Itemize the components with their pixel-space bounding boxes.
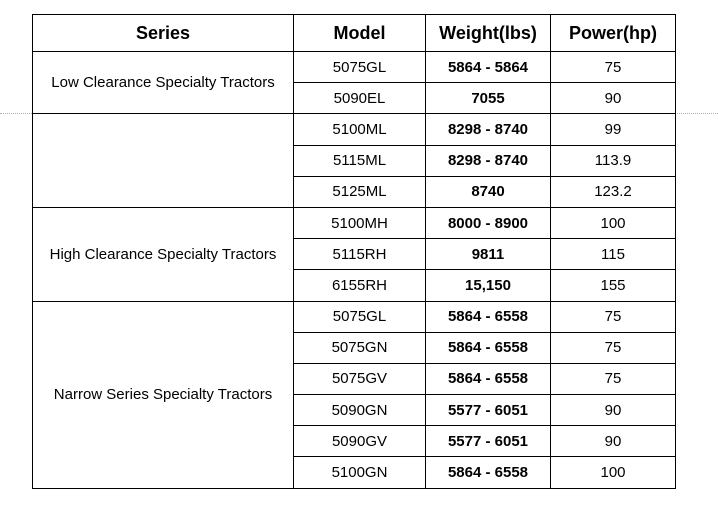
power-cell: 123.2	[551, 176, 676, 207]
model-cell: 5100GN	[294, 457, 426, 488]
header-weight: Weight(lbs)	[426, 15, 551, 52]
series-cell: Narrow Series Specialty Tractors	[33, 301, 294, 488]
power-cell: 75	[551, 363, 676, 394]
weight-cell: 8740	[426, 176, 551, 207]
table-row	[33, 207, 676, 238]
header-power: Power(hp)	[551, 15, 676, 52]
weight-cell: 9811	[426, 239, 551, 270]
model-cell: 5090GN	[294, 395, 426, 426]
power-cell: 90	[551, 395, 676, 426]
power-cell: 99	[551, 114, 676, 145]
weight-cell: 5577 - 6051	[426, 426, 551, 457]
table-body	[33, 52, 676, 489]
weight-cell: 5864 - 6558	[426, 457, 551, 488]
power-cell: 75	[551, 332, 676, 363]
table-row	[33, 301, 676, 332]
header-model: Model	[294, 15, 426, 52]
weight-cell: 5864 - 6558	[426, 363, 551, 394]
weight-cell: 5864 - 5864	[426, 52, 551, 83]
weight-cell: 15,150	[426, 270, 551, 301]
power-cell: 100	[551, 207, 676, 238]
weight-cell: 5577 - 6051	[426, 395, 551, 426]
weight-cell: 8000 - 8900	[426, 207, 551, 238]
header-series: Series	[33, 15, 294, 52]
power-cell: 115	[551, 239, 676, 270]
series-cell	[33, 114, 294, 208]
weight-cell: 8298 - 8740	[426, 145, 551, 176]
power-cell: 90	[551, 83, 676, 114]
model-cell: 5075GV	[294, 363, 426, 394]
power-cell: 75	[551, 52, 676, 83]
table-row	[33, 114, 676, 145]
tractor-specs-table	[32, 14, 676, 489]
series-cell: Low Clearance Specialty Tractors	[33, 52, 294, 114]
model-cell: 5115ML	[294, 145, 426, 176]
power-cell: 113.9	[551, 145, 676, 176]
model-cell: 5100ML	[294, 114, 426, 145]
series-cell: High Clearance Specialty Tractors	[33, 207, 294, 301]
weight-cell: 5864 - 6558	[426, 332, 551, 363]
power-cell: 75	[551, 301, 676, 332]
model-cell: 5075GL	[294, 301, 426, 332]
power-cell: 90	[551, 426, 676, 457]
model-cell: 5075GN	[294, 332, 426, 363]
power-cell: 100	[551, 457, 676, 488]
model-cell: 5115RH	[294, 239, 426, 270]
model-cell: 5090GV	[294, 426, 426, 457]
model-cell: 5075GL	[294, 52, 426, 83]
model-cell: 5100MH	[294, 207, 426, 238]
header-row	[33, 15, 676, 52]
model-cell: 5125ML	[294, 176, 426, 207]
model-cell: 5090EL	[294, 83, 426, 114]
weight-cell: 7055	[426, 83, 551, 114]
model-cell: 6155RH	[294, 270, 426, 301]
table-row	[33, 52, 676, 83]
weight-cell: 8298 - 8740	[426, 114, 551, 145]
power-cell: 155	[551, 270, 676, 301]
weight-cell: 5864 - 6558	[426, 301, 551, 332]
